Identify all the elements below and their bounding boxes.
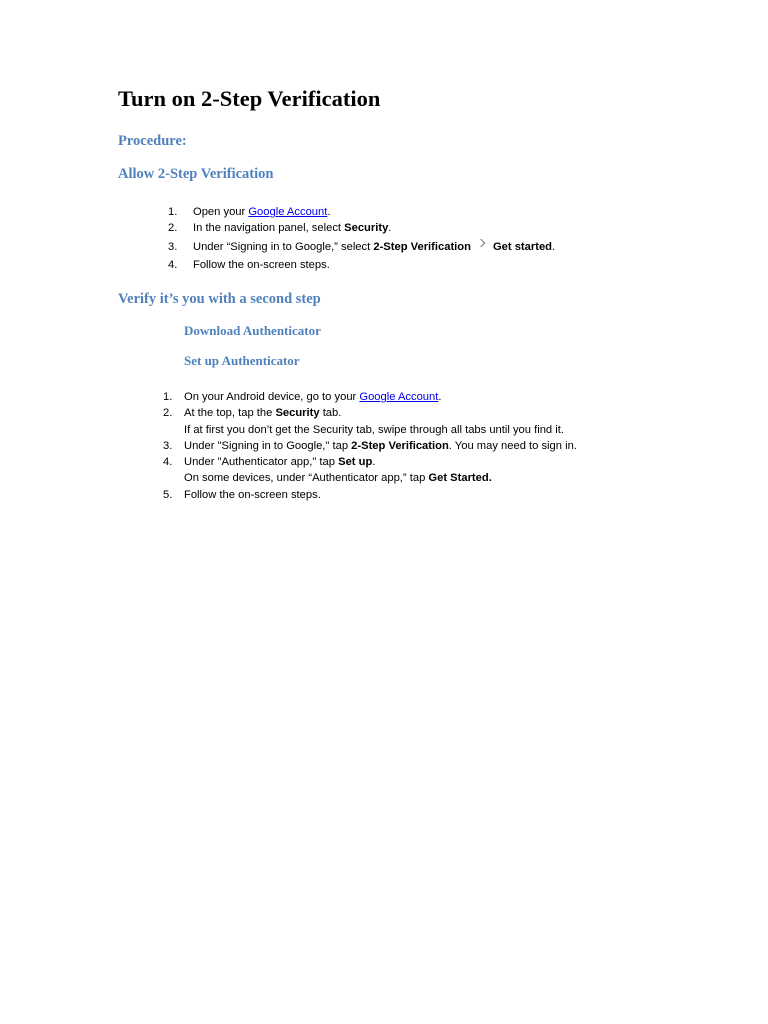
list-number: 5. (163, 488, 173, 501)
list-item (152, 454, 577, 487)
verify-steps-list (152, 389, 577, 503)
step-text: Follow the on-screen steps. (193, 258, 330, 271)
step-text: . (327, 206, 331, 218)
step-text: tab. (319, 407, 342, 420)
step-text: . (552, 240, 556, 253)
list-item (152, 487, 577, 503)
setup-authenticator-heading: Set up Authenticator (184, 353, 300, 368)
step-bold-text: Set up (338, 456, 373, 469)
step-text: On some devices, under “Authenticator app,” tap (184, 472, 429, 485)
list-number: 2. (168, 222, 178, 235)
step-text: . You may need to sign in. (448, 439, 577, 452)
step-text: . (388, 222, 392, 235)
step-text: On your Android device, go to your (184, 391, 360, 403)
page-title: Turn on 2-Step Verification (118, 86, 381, 111)
list-number: 3. (168, 240, 178, 253)
step-text: Under “Signing in to Google,” select (193, 240, 374, 253)
list-item (152, 389, 577, 405)
step-bold-text: Get started (492, 240, 553, 253)
chevron-right-icon (477, 238, 485, 246)
step-text: . (372, 456, 376, 469)
list-item (160, 257, 555, 273)
step-text: Follow the on-screen steps. (184, 488, 321, 501)
list-item (160, 204, 555, 220)
list-number: 1. (163, 391, 173, 403)
google-account-link[interactable]: Google Account (248, 206, 328, 218)
step-subtext (184, 470, 577, 486)
step-bold-text: 2-Step Verification (351, 439, 449, 452)
list-number: 1. (168, 206, 178, 218)
download-authenticator-heading: Download Authenticator (184, 323, 321, 338)
list-number: 4. (168, 258, 178, 271)
step-bold-text: Security (275, 407, 320, 420)
step-bold-text: Security (344, 222, 389, 235)
list-number: 4. (163, 456, 173, 469)
allow-heading: Allow 2-Step Verification (118, 166, 274, 182)
list-number: 3. (163, 439, 173, 452)
step-bold-text: Get Started. (428, 472, 492, 485)
list-item (160, 237, 555, 257)
step-text: Under "Signing in to Google," tap (184, 439, 352, 452)
step-text: At the top, tap the (184, 407, 276, 420)
list-item (152, 438, 577, 454)
list-item (152, 405, 577, 438)
google-account-link[interactable]: Google Account (359, 391, 439, 403)
step-text: Open your (193, 206, 249, 218)
step-text: In the navigation panel, select (193, 222, 345, 235)
step-subtext: If at first you don’t get the Security tab, swipe through all tabs until you find it. (184, 423, 564, 436)
list-number: 2. (163, 407, 173, 420)
step-text: Under "Authenticator app," tap (184, 456, 339, 469)
step-text: . (438, 391, 442, 403)
verify-heading: Verify it’s you with a second step (118, 291, 321, 307)
procedure-heading: Procedure: (118, 133, 187, 149)
allow-steps-list (160, 204, 555, 273)
list-item (160, 220, 555, 236)
step-bold-text: 2-Step Verification (373, 240, 471, 253)
